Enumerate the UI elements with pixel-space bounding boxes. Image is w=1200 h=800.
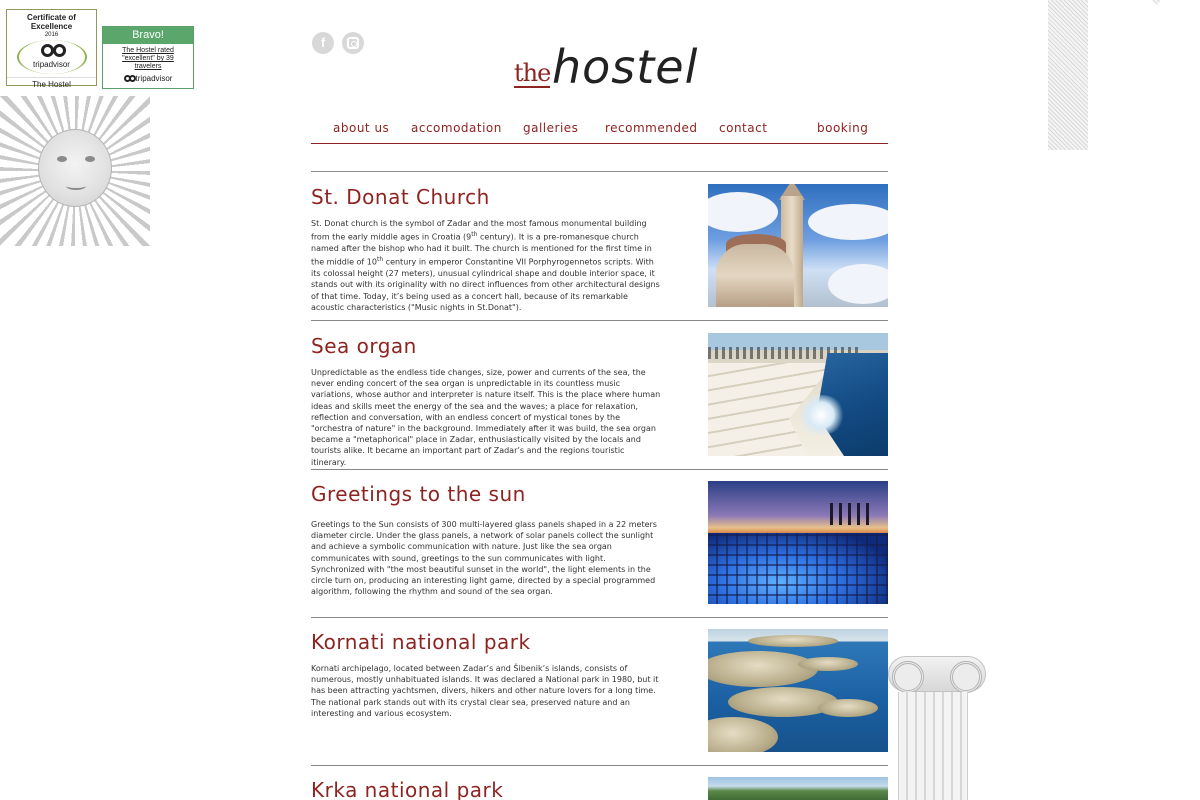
certificate-hostel-name: The Hostel: [7, 77, 96, 89]
section-title: St. Donat Church: [311, 185, 490, 209]
facebook-glyph: f: [320, 35, 326, 50]
nav-divider: [311, 171, 888, 172]
section-divider: [311, 469, 888, 470]
site-logo[interactable]: [514, 38, 699, 100]
instagram-icon[interactable]: [342, 32, 364, 54]
bravo-rating-link[interactable]: The Hostel rated "excellent" by 39 travelers: [122, 47, 174, 70]
section-title: Kornati national park: [311, 630, 531, 654]
section-divider: [311, 320, 888, 321]
sea-organ-photo: [708, 333, 888, 456]
main-nav: [311, 116, 888, 144]
sun-decoration-image: [0, 96, 150, 246]
section-text: Kornati archipelago, located between Zadar’s and Šibenik’s islands, consists of numerous, mostly unhabituated islands. It was declared a National park in 1980, but it has been attracting yachtsmen, divers, hikers and other nature lovers for a long time. The national park stands out with its crystal clear sea, preserved nature and an interesting and various ecosystem.: [311, 664, 659, 718]
kornati-islands-photo: [708, 629, 888, 752]
nav-item-accomodation[interactable]: accomodation: [411, 121, 502, 135]
section-kornati-national-park: [311, 629, 888, 719]
ionic-column-decoration-image: [888, 648, 988, 800]
facebook-icon[interactable]: [312, 32, 334, 54]
bravo-brand-text: tripadvisor: [135, 74, 173, 83]
tripadvisor-owl-icon: [41, 44, 67, 58]
section-title: Sea organ: [311, 334, 417, 358]
nav-item-recommended[interactable]: recommended: [605, 121, 698, 135]
section-text: St. Donat church is the symbol of Zadar and the most famous monumental building from the early middle ages in Croatia (9th century). It is a pre-romanesque church named after the bishop who had it built. The church is mentioned for the first time in the middle of 10th century in emperor Constantine VII Porphyrogennetos scripts. With its colossal height (27 meters), unusual cylindrical shape and double interior space, it stands out with its originality with no direct influences from other architectural designs of that time. Today, it’s being used as a concert hall, because of its remarkable acoustic characteristics ("Music nights in St.Donat").: [311, 219, 660, 312]
section-title: Greetings to the sun: [311, 482, 526, 506]
section-greetings-to-the-sun: [311, 481, 888, 597]
tripadvisor-owl-icon: [124, 75, 136, 82]
nav-item-contact[interactable]: contact: [719, 121, 768, 135]
st-donat-church-photo: [708, 184, 888, 307]
section-st-donat: [311, 184, 888, 313]
nav-item-booking[interactable]: booking: [817, 121, 869, 135]
section-sea-organ: [311, 333, 888, 468]
certificate-brand: tripadvisor: [33, 60, 70, 69]
greetings-to-the-sun-photo: [708, 481, 888, 604]
section-divider: [311, 617, 888, 618]
section-text: Unpredictable as the endless tide changes, size, power and currents of the sea, the never ending concert of the sea organ is unpredictable in its countless music variations, whose author and interpreter is nature itself. This is the place where human ideas and skills meet the energy of the sea and the waves; a place for relaxation, reflection and conversation, with an endless concert of mystical tones by the "orchestra of nature" in the background. Immediately after it was build, the sea organ became a "metaphorical" place in Zadar, enthusiastically visited by the locals and tourists alike. It became an important part of Zadar’s and the regions touristic itinerary.: [311, 368, 661, 467]
section-krka-national-park: [311, 777, 888, 800]
laurel-frame: [17, 40, 87, 74]
certificate-title: Certificate of Excellence: [27, 13, 76, 31]
logo-prefix: the: [514, 59, 551, 87]
tripadvisor-bravo-badge[interactable]: [102, 26, 194, 89]
statue-faces-decoration-image: [1048, 0, 1200, 150]
krka-national-park-photo: [708, 777, 888, 800]
section-text: Greetings to the Sun consists of 300 multi-layered glass panels shaped in a 22 meters diameter circle. Under the glass panels, a network of solar panels collect the sunlight and achieve a symbolic communication with nature. Just like the sea organ communicates with sound, greetings to the sun communicates with light. Synchronized with "the most beautiful sunset in the world", the light elements in the circle turn on, producing an interesting light game, directed by a special programmed algorithm, following the rhythm and sound of the sea organ.: [311, 520, 657, 597]
certificate-year: 2016: [44, 32, 59, 38]
logo-name: hostel: [552, 40, 699, 94]
nav-item-about-us[interactable]: about us: [333, 121, 390, 135]
tripadvisor-certificate-badge[interactable]: [6, 9, 97, 89]
bravo-title: Bravo!: [103, 27, 193, 44]
nav-item-galleries[interactable]: galleries: [523, 121, 579, 135]
section-title: Krka national park: [311, 778, 504, 800]
section-divider: [311, 765, 888, 766]
bravo-brand: [103, 74, 193, 83]
